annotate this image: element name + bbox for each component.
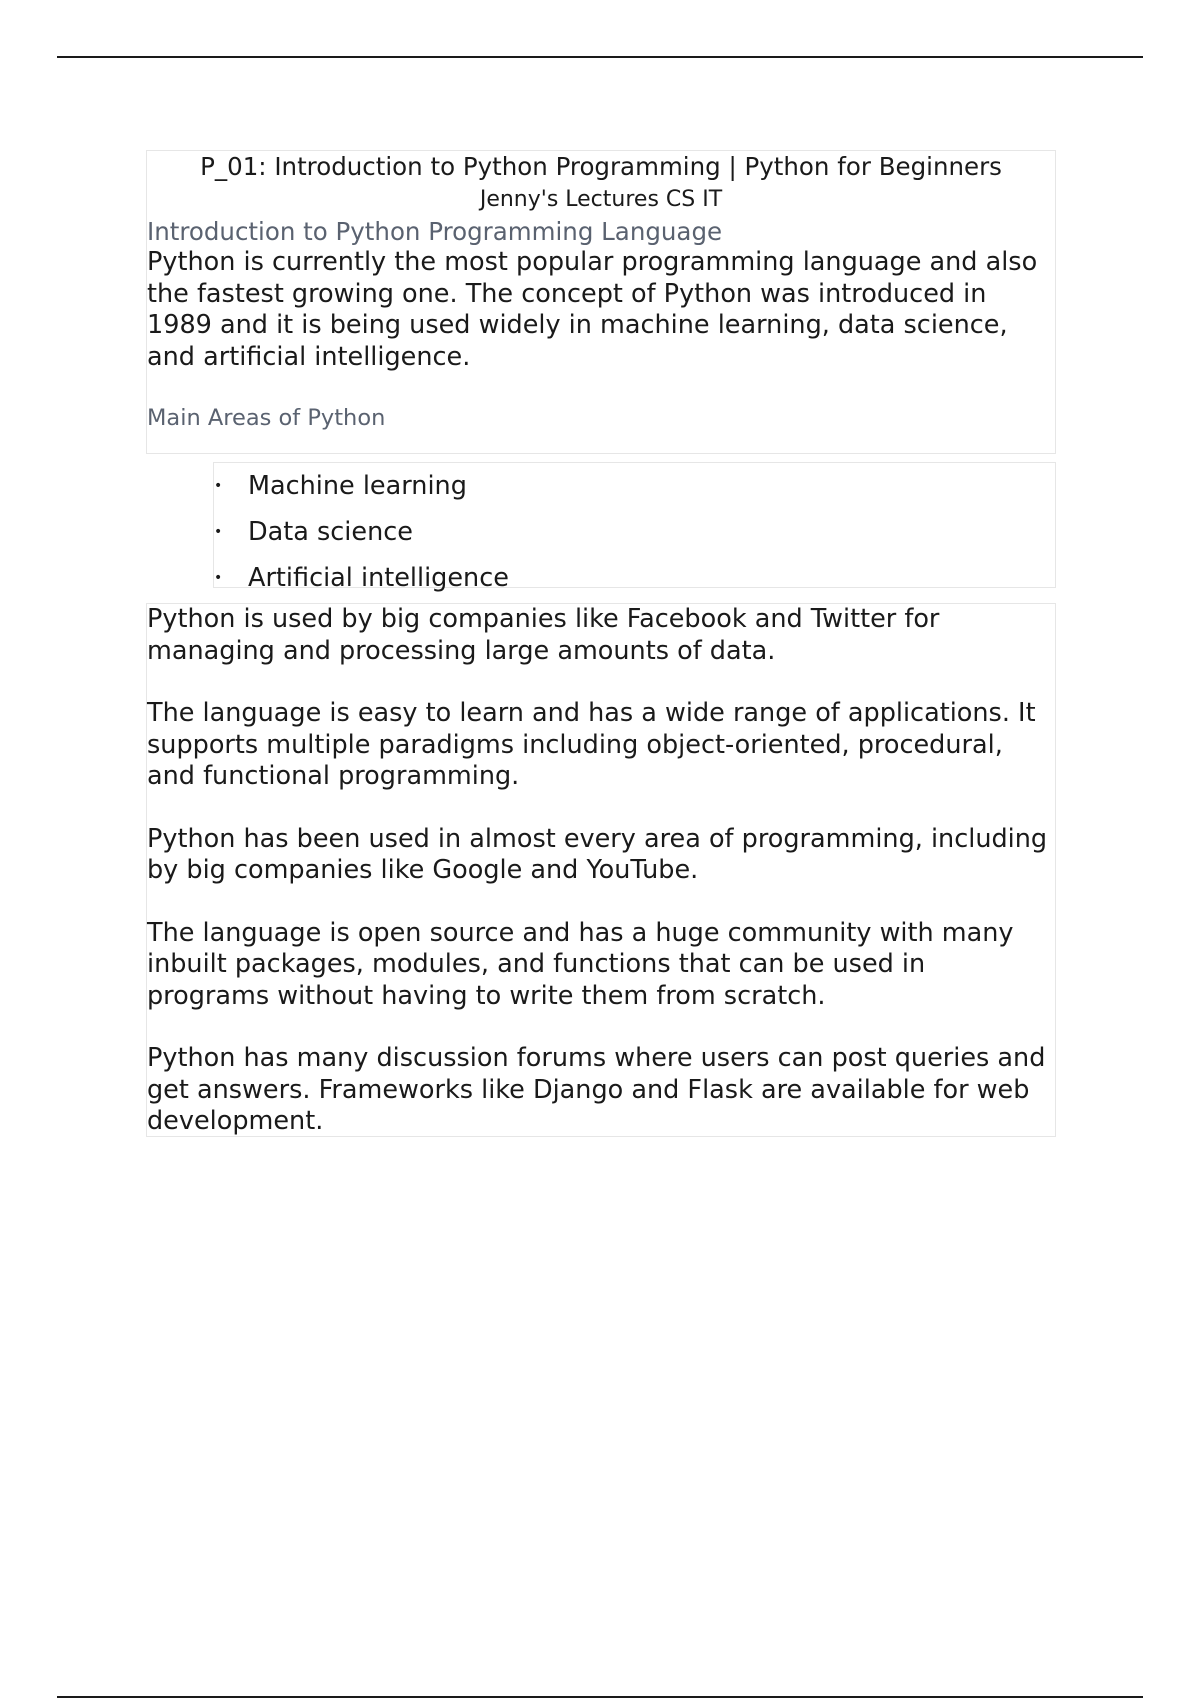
section-heading: Introduction to Python Programming Language — [147, 217, 723, 246]
details-section — [146, 603, 1056, 1137]
paragraph: The language is easy to learn and has a wide range of applications. It supports multiple paradigms including object-oriented, procedural, and functional programming. — [147, 698, 1036, 791]
bullet-icon: • — [214, 478, 223, 494]
areas-heading: Main Areas of Python — [147, 405, 386, 431]
footer-rule — [57, 1696, 1143, 1698]
list-item — [214, 555, 1055, 601]
list-item-label: Machine learning — [248, 471, 467, 501]
areas-list-box — [213, 462, 1056, 593]
list-item — [214, 463, 1055, 509]
list-item-label: Artificial intelligence — [248, 563, 509, 593]
paragraph: Python has many discussion forums where users can post queries and get answers. Frameworks like Django and Flask are available for web development. — [147, 1043, 1046, 1136]
bullet-icon: • — [214, 570, 223, 586]
bullet-icon: • — [214, 524, 223, 540]
paragraph: Python is used by big companies like Facebook and Twitter for managing and processing large amounts of data. — [147, 604, 940, 666]
list-item-label: Data science — [248, 517, 413, 547]
spacer — [147, 373, 1055, 403]
areas-list — [214, 463, 1055, 601]
document-title: P_01: Introduction to Python Programming | Python for Beginners — [200, 152, 1002, 181]
paragraph: The language is open source and has a huge community with many inbuilt packages, modules, and functions that can be used in programs without having to write them from scratch. — [147, 917, 1014, 1011]
list-item — [214, 509, 1055, 555]
intro-paragraph: Python is currently the most popular programming language and also the fastest growing one. The concept of Python was introduced in 1989 and it is being used widely in machine learning, data science, and artificial intelligence. — [147, 247, 1038, 372]
author-line: Jenny's Lectures CS IT — [479, 187, 723, 212]
paragraph: Python has been used in almost every area of programming, including by big companies like Google and YouTube. — [147, 823, 1048, 885]
intro-section — [146, 150, 1056, 454]
header-rule — [57, 56, 1143, 58]
